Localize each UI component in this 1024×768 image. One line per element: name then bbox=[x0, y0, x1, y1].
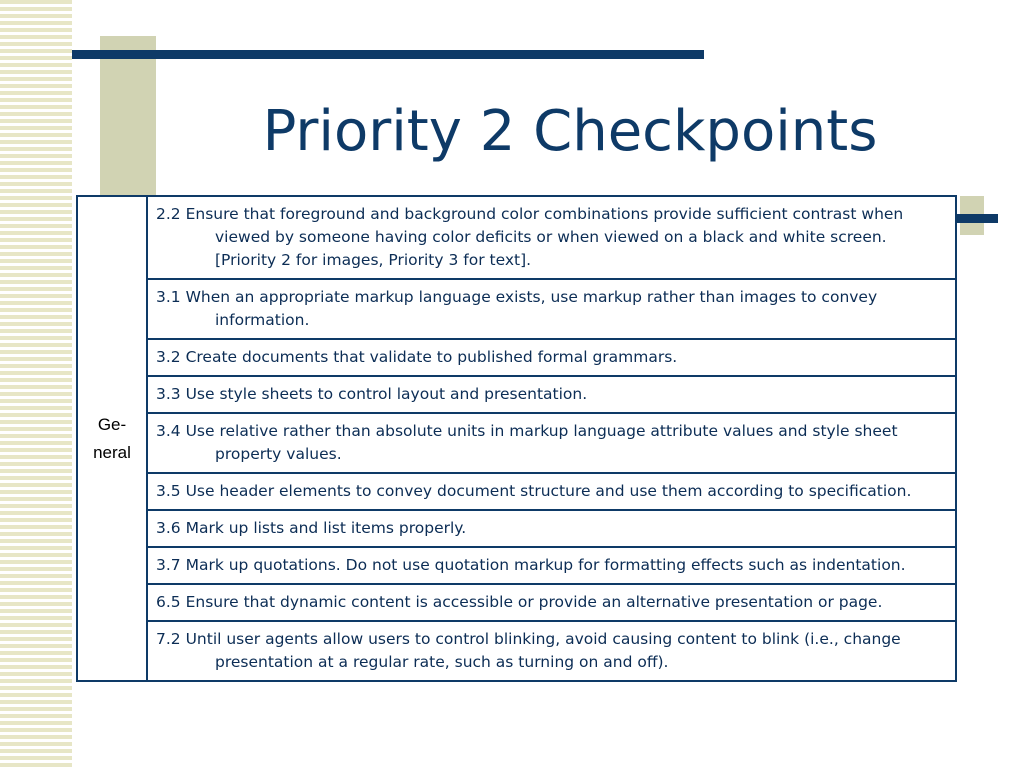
category-label-line: neral bbox=[93, 442, 131, 462]
table-row bbox=[77, 584, 956, 621]
table-row bbox=[77, 473, 956, 510]
checkpoint-text: 2.2 Ensure that foreground and background color combinations provide sufficient contrast when viewed by someone having color deficits or when viewed on a black and white screen. [Priority 2 for images, Priority 3 for text]. bbox=[156, 205, 904, 269]
checkpoint-cell bbox=[147, 621, 956, 681]
table-row bbox=[77, 547, 956, 584]
checkpoint-text: 3.2 Create documents that validate to published formal grammars. bbox=[156, 348, 678, 366]
decorative-title-line bbox=[72, 50, 704, 59]
checkpoint-text: 3.6 Mark up lists and list items properly. bbox=[156, 519, 467, 537]
checkpoint-cell bbox=[147, 584, 956, 621]
table-row bbox=[77, 279, 956, 339]
category-cell bbox=[77, 196, 147, 681]
table-row bbox=[77, 196, 956, 279]
checkpoint-cell bbox=[147, 473, 956, 510]
decorative-olive-bar bbox=[100, 36, 156, 196]
checkpoint-cell bbox=[147, 339, 956, 376]
checkpoint-cell bbox=[147, 510, 956, 547]
table-row bbox=[77, 621, 956, 681]
slide-title: Priority 2 Checkpoints bbox=[262, 99, 878, 164]
checkpoints-table bbox=[76, 195, 957, 682]
decorative-right-line bbox=[952, 214, 998, 223]
checkpoint-cell bbox=[147, 547, 956, 584]
decorative-stripes bbox=[0, 0, 72, 768]
checkpoint-cell bbox=[147, 279, 956, 339]
checkpoint-text: 6.5 Ensure that dynamic content is accessible or provide an alternative presentation or page. bbox=[156, 593, 883, 611]
checkpoint-text: 3.3 Use style sheets to control layout and presentation. bbox=[156, 385, 588, 403]
checkpoint-cell bbox=[147, 413, 956, 473]
table-row bbox=[77, 413, 956, 473]
checkpoint-text: 3.5 Use header elements to convey document structure and use them according to specification. bbox=[156, 482, 912, 500]
checkpoint-cell bbox=[147, 376, 956, 413]
checkpoint-text: 3.7 Mark up quotations. Do not use quotation markup for formatting effects such as indentation. bbox=[156, 556, 906, 574]
table-row bbox=[77, 510, 956, 547]
table-row bbox=[77, 376, 956, 413]
category-label-line: Ge- bbox=[97, 414, 127, 434]
table-row bbox=[77, 339, 956, 376]
checkpoint-text: 7.2 Until user agents allow users to control blinking, avoid causing content to blink (i.e., change presentation at a regular rate, such as turning on and off). bbox=[156, 630, 901, 671]
checkpoint-text: 3.4 Use relative rather than absolute units in markup language attribute values and style sheet property values. bbox=[156, 422, 898, 463]
checkpoint-text: 3.1 When an appropriate markup language exists, use markup rather than images to convey information. bbox=[156, 288, 878, 329]
checkpoint-cell bbox=[147, 196, 956, 279]
